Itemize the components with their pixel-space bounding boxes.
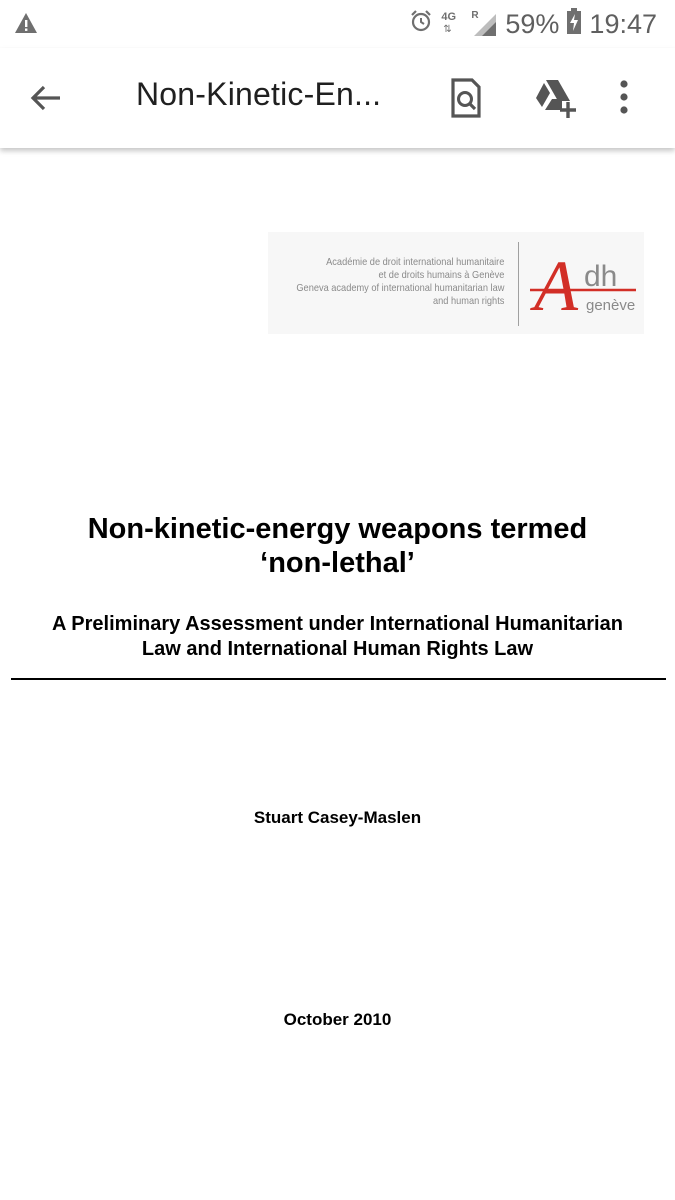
- more-vert-icon[interactable]: [612, 76, 636, 120]
- logo-divider: [518, 242, 519, 326]
- logo-text: [296, 256, 504, 308]
- page-subtitle: [0, 612, 675, 662]
- title-line-2: ‘non-lethal’: [260, 547, 415, 579]
- signal-icon: [471, 10, 497, 38]
- logo-line-3: Geneva academy of international humanitarian law: [295, 282, 504, 294]
- subtitle-line-2: Law and International Human Rights Law: [141, 638, 534, 660]
- status-bar: [0, 0, 675, 48]
- logo-mark-dh: dh: [584, 260, 618, 293]
- search-document-icon[interactable]: [444, 76, 488, 120]
- battery-percent: 59%: [505, 8, 560, 39]
- title-line-1: Non-kinetic-energy weapons termed: [87, 513, 588, 545]
- back-arrow-icon[interactable]: [26, 78, 66, 118]
- network-type-text: 4G: [441, 11, 457, 23]
- logo-line-2: et de droits humains à Genève: [378, 269, 504, 281]
- logo-line-1: Académie de droit international humanitaire: [325, 256, 504, 268]
- adh-geneve-mark: [526, 244, 644, 324]
- logo-mark-a: A: [534, 246, 578, 324]
- geneva-academy-logo: [268, 232, 644, 334]
- page-title: [0, 512, 675, 580]
- clock: 19:47: [589, 8, 657, 39]
- network-type-label: [441, 9, 463, 39]
- battery-charging-icon: [567, 8, 581, 41]
- logo-mark-geneve: genève: [586, 297, 636, 314]
- horizontal-divider: [11, 678, 666, 680]
- subtitle-line-1: A Preliminary Assessment under International Humanitarian: [52, 613, 623, 635]
- publication-date: October 2010: [283, 1010, 392, 1029]
- author-name: Stuart Casey-Maslen: [253, 808, 422, 827]
- logo-line-4: and human rights: [432, 295, 504, 307]
- document-page[interactable]: [0, 150, 675, 1200]
- roaming-indicator: R: [471, 10, 479, 21]
- warning-icon: [14, 12, 38, 39]
- data-arrows-icon: ⇅: [443, 24, 452, 35]
- drive-add-icon[interactable]: [532, 76, 576, 120]
- alarm-icon: [409, 9, 433, 40]
- app-bar: [0, 48, 675, 148]
- document-title: Non-Kinetic-En...: [136, 76, 382, 112]
